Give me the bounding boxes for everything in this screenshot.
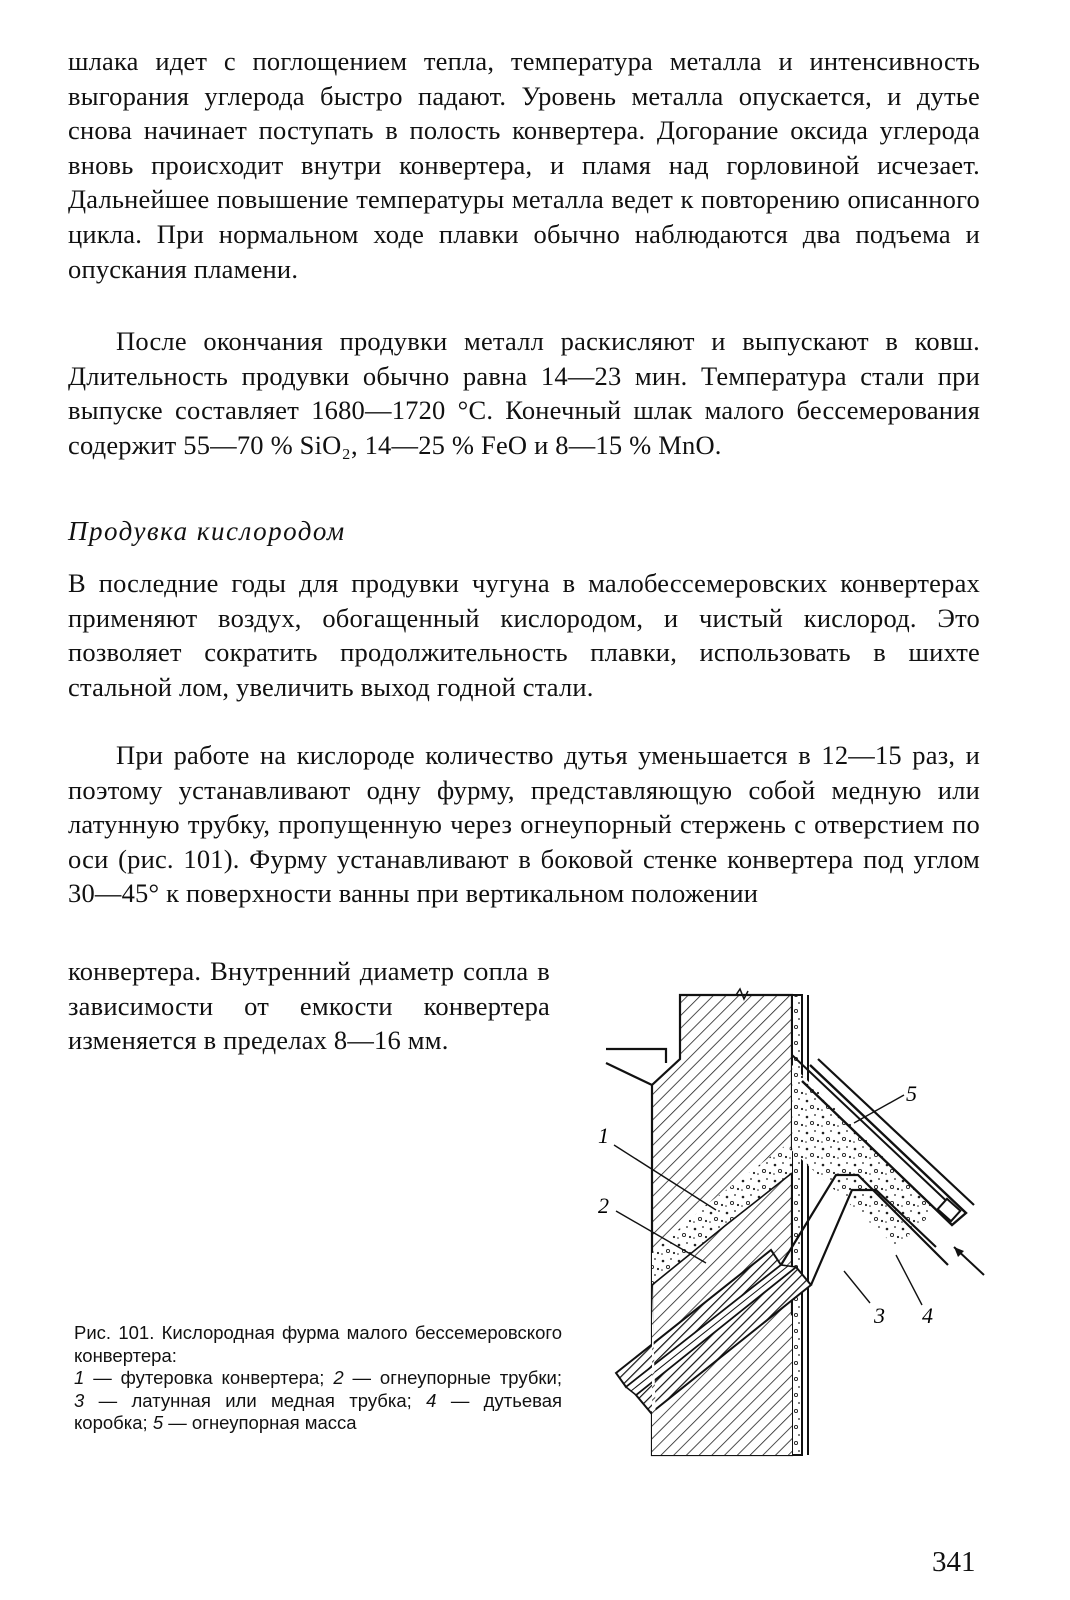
caption-legend: 1 — футеровка конвертера; 2 — огнеупорные трубки; 3 — латунная или медная трубка; 4 — дутьевая коробка; 5 — огнеупорная масса <box>74 1367 563 1433</box>
paragraph-2-text: После окончания продувки металл раскисляют и выпускают в ковш. Длительность продувки обычно равна 14—23 мин. Температура стали при выпуске составляет 1680—1720 °С. Конечный шлак малого бессемерования содержит 55—70 % SiO₂, 14—25 % FeO и 8—15 % MnO. <box>68 326 980 460</box>
paragraph-5-text: конвертера. Внутренний диаметр сопла в зависимости от емкости конвертера изменяется в пределах 8—16 мм. <box>68 956 550 1056</box>
figure-label-3: 3 <box>874 1303 885 1328</box>
paragraph-3 <box>68 566 980 704</box>
caption-item-4-num: 4 <box>426 1389 437 1411</box>
figure-label-4: 4 <box>922 1303 933 1328</box>
caption-title: Рис. 101. Кислородная фурма малого бессемеровского конвертера: <box>74 1322 562 1366</box>
figure-caption <box>74 1322 562 1435</box>
caption-item-1-num: 1 <box>74 1367 85 1388</box>
caption-item-3-num: 3 <box>74 1389 85 1411</box>
paragraph-4-text: При работе на кислороде количество дутья уменьшается в 12—15 раз, и поэтому устанавливают одну фурму, представляющую собой медную или латунную трубку, пропущенную через огнеупорный стержень с отверстием по оси (рис. 101). Фурму устанавливают в боковой стенке конвертера под углом 30—45° к поверхности ванны при вертикальном положении <box>68 740 980 909</box>
paragraph-1 <box>68 44 980 286</box>
figure-label-2: 2 <box>598 1193 609 1218</box>
paragraph-5 <box>68 954 550 1058</box>
caption-item-4-text: дутьевая коробка; <box>74 1389 563 1433</box>
caption-item-1-text: футеровка конвертера; <box>120 1367 325 1388</box>
caption-item-2-text: огнеупорные трубки; <box>379 1367 562 1388</box>
tuyere-figure <box>596 985 996 1465</box>
figure-label-5: 5 <box>906 1081 917 1106</box>
paragraph-3-text: В последние годы для продувки чугуна в малобессемеровских конвертерах применяют воздух, обогащенный кислородом, и чистый кислород. Это позволяет сократить продолжительность плавки, использовать в шихте стальной лом, увеличить выход годной стали. <box>68 568 980 702</box>
caption-item-5-text: огнеупорная масса <box>191 1412 357 1433</box>
figure-label-1: 1 <box>598 1123 609 1148</box>
page-number: 341 <box>932 1546 976 1578</box>
caption-item-5-num: 5 <box>152 1412 164 1433</box>
caption-item-2-num: 2 <box>333 1367 344 1388</box>
paragraph-2 <box>68 324 980 462</box>
caption-item-3-text: латунная или медная трубка; <box>131 1389 412 1411</box>
section-heading: Продувка кислородом <box>68 516 346 546</box>
paragraph-4 <box>68 738 980 911</box>
paragraph-1-text: шлака идет с поглощением тепла, температура металла и интенсивность выгорания углерода быстро падают. Уровень металла опускается, и дутье снова начинает поступать в полость конвертера. Догорание оксида углерода вновь происходит внутри конвертера, и пламя над горловиной исчезает. Дальнейшее повышение температуры металла ведет к повторению описанного цикла. При нормальном ходе плавки обычно наблюдаются два подъема и опускания пламени. <box>68 46 980 284</box>
